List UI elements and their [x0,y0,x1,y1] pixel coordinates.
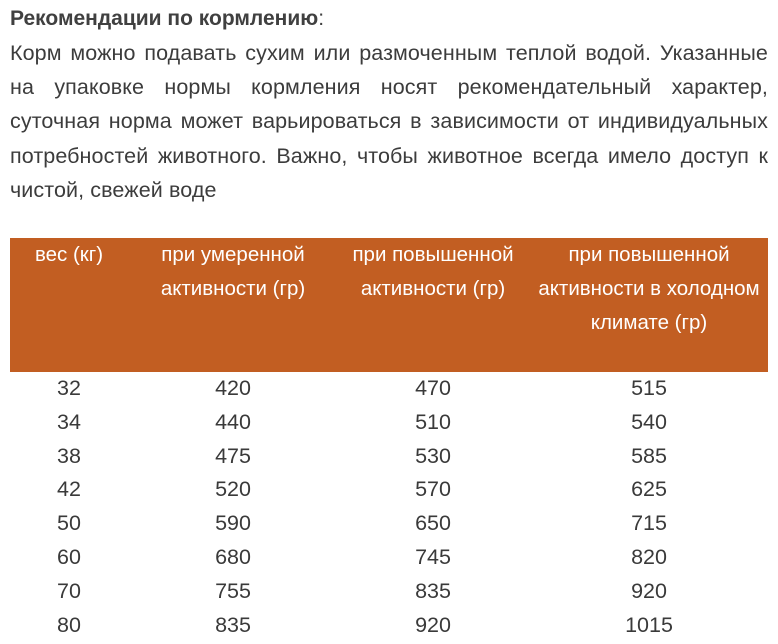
table-row [10,609,768,643]
table-header [10,238,768,372]
feeding-description: Корм можно подавать сухим или размоченным теплой водой. Указанные на упаковке нормы кормления носят рекомендательный характер, суточная норма может варьироваться в зависимости от индивидуальных потребностей животного. Важно, чтобы животное всегда имело доступ к чистой, свежей воде [10,41,768,202]
table-row [10,575,768,609]
cell-weight: 34 [57,409,81,434]
cell-weight: 38 [57,443,81,468]
cell-cold: 920 [631,578,667,603]
cell-moderate: 475 [215,443,251,468]
cell-cold: 820 [631,544,667,569]
table-row [10,473,768,507]
cell-high: 530 [415,443,451,468]
section-heading [10,4,324,34]
cell-high: 745 [415,544,451,569]
table-row [10,406,768,440]
heading-title: Рекомендации по кормлению [10,7,319,30]
column-header-weight: вес (кг) [34,243,104,266]
table-row [10,507,768,541]
table-body [10,372,768,642]
cell-weight: 80 [57,612,81,637]
cell-weight: 42 [57,477,81,502]
cell-high: 920 [415,612,451,637]
column-header-high-activity: при повышенной активности (гр) [352,243,514,301]
cell-weight: 32 [57,376,81,400]
cell-moderate: 835 [215,612,251,637]
cell-cold: 715 [631,511,667,536]
cell-moderate: 680 [215,544,251,569]
cell-cold: 625 [631,477,667,502]
cell-cold: 515 [631,376,667,400]
cell-weight: 50 [57,511,81,536]
cell-high: 570 [415,477,451,502]
cell-moderate: 520 [215,477,251,502]
table-row [10,541,768,575]
cell-moderate: 755 [215,578,251,603]
cell-high: 470 [415,376,451,400]
cell-weight: 60 [57,544,81,569]
table-row [10,440,768,474]
table-row [10,372,768,406]
cell-high: 835 [415,578,451,603]
cell-moderate: 590 [215,511,251,536]
cell-moderate: 420 [215,376,251,400]
heading-colon: : [318,7,325,30]
cell-moderate: 440 [215,409,251,434]
column-header-cold-climate: при повышенной активности в холодном климате (гр) [538,243,760,335]
cell-cold: 1015 [625,612,673,637]
cell-high: 510 [415,409,451,434]
cell-cold: 540 [631,409,667,434]
column-header-moderate-activity: при умеренной активности (гр) [160,243,306,301]
cell-cold: 585 [631,443,667,468]
cell-high: 650 [415,511,451,536]
cell-weight: 70 [57,578,81,603]
